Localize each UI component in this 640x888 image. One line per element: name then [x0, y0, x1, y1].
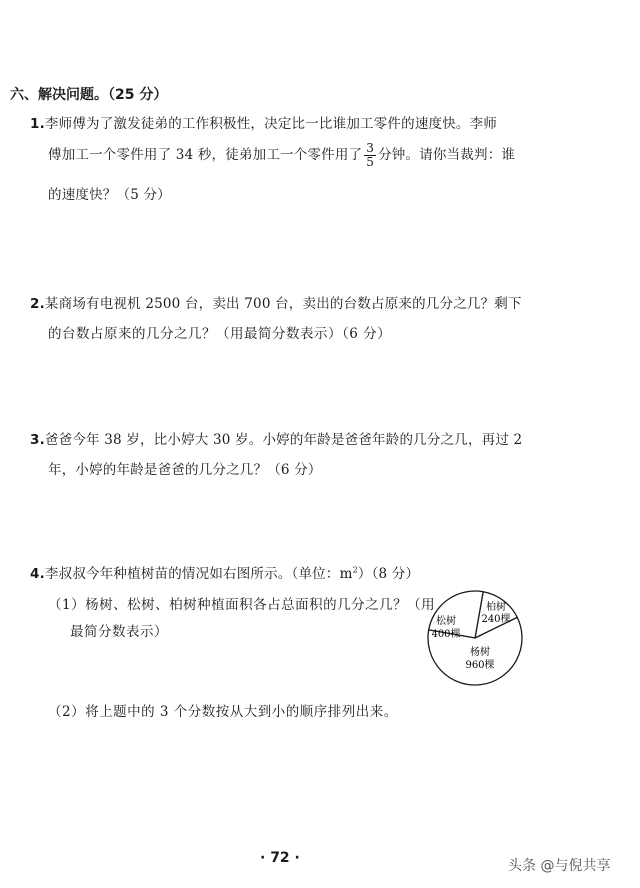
pie-label-value-3: 960棵 — [465, 660, 495, 671]
tree-planting-pie-chart — [425, 588, 525, 688]
q2-number: 2. — [30, 296, 45, 312]
q4-line-1 — [30, 562, 419, 582]
q1-line-3: 的速度快？（5 分） — [48, 187, 171, 203]
q4-sub2: （2）将上题中的 3 个分数按从大到小的顺序排列出来。 — [48, 704, 398, 720]
q3-number: 3. — [30, 432, 45, 448]
watermark: 头条 @与倪共享 — [508, 858, 611, 874]
q1-text-1: 李师傅为了激发徒弟的工作积极性，决定比一比谁加工零件的速度快。李师 — [44, 116, 498, 132]
q1-line-2 — [48, 142, 515, 169]
q2-line-2: 的台数占原来的几分之几？（用最简分数表示）（6 分） — [48, 326, 392, 342]
q1-fraction — [364, 142, 376, 169]
q4-text-1b: ）（8 分） — [357, 566, 420, 582]
q4-number: 4. — [30, 566, 45, 582]
q1-fraction-denominator: 5 — [366, 155, 375, 169]
q4-unit-superscript: 2 — [352, 565, 358, 575]
q3-text-1: 爸爸今年 38 岁，比小婷大 30 岁。小婷的年龄是爸爸年龄的几分之几，再过 2 — [44, 432, 523, 448]
q1-text-2a: 傅加工一个零件用了 34 秒，徒弟加工一个零件用了 — [48, 147, 363, 163]
pie-label-name-3: 杨树 — [470, 647, 490, 658]
page-number: · 72 · — [260, 850, 300, 866]
q4-sub1-line-2: 最简分数表示） — [70, 624, 168, 640]
q1-number: 1. — [30, 116, 45, 132]
q4-sub1-line-1: （1）杨树、松树、柏树种植面积各占总面积的几分之几？（用 — [48, 597, 436, 613]
q2-text-1: 某商场有电视机 2500 台，卖出 700 台，卖出的台数占原来的几分之几？剩下 — [44, 296, 522, 312]
pie-label-name-2: 松树 — [436, 616, 456, 627]
q2-line-1 — [30, 292, 522, 312]
q1-line-1 — [30, 112, 497, 132]
q1-fraction-numerator: 3 — [366, 141, 375, 155]
q3-line-2: 年，小婷的年龄是爸爸的几分之几？（6 分） — [48, 462, 322, 478]
pie-label-value-2: 400棵 — [431, 629, 461, 640]
pie-label-value-1: 240棵 — [481, 614, 511, 625]
pie-label-name-1: 柏树 — [486, 602, 506, 613]
section-title: 六、解决问题。（25 分） — [10, 87, 168, 103]
q1-text-2b: 分钟。请你当裁判：谁 — [378, 147, 516, 163]
q3-line-1 — [30, 428, 522, 448]
q4-text-1a: 李叔叔今年种植树苗的情况如右图所示。（单位：m — [44, 566, 353, 582]
